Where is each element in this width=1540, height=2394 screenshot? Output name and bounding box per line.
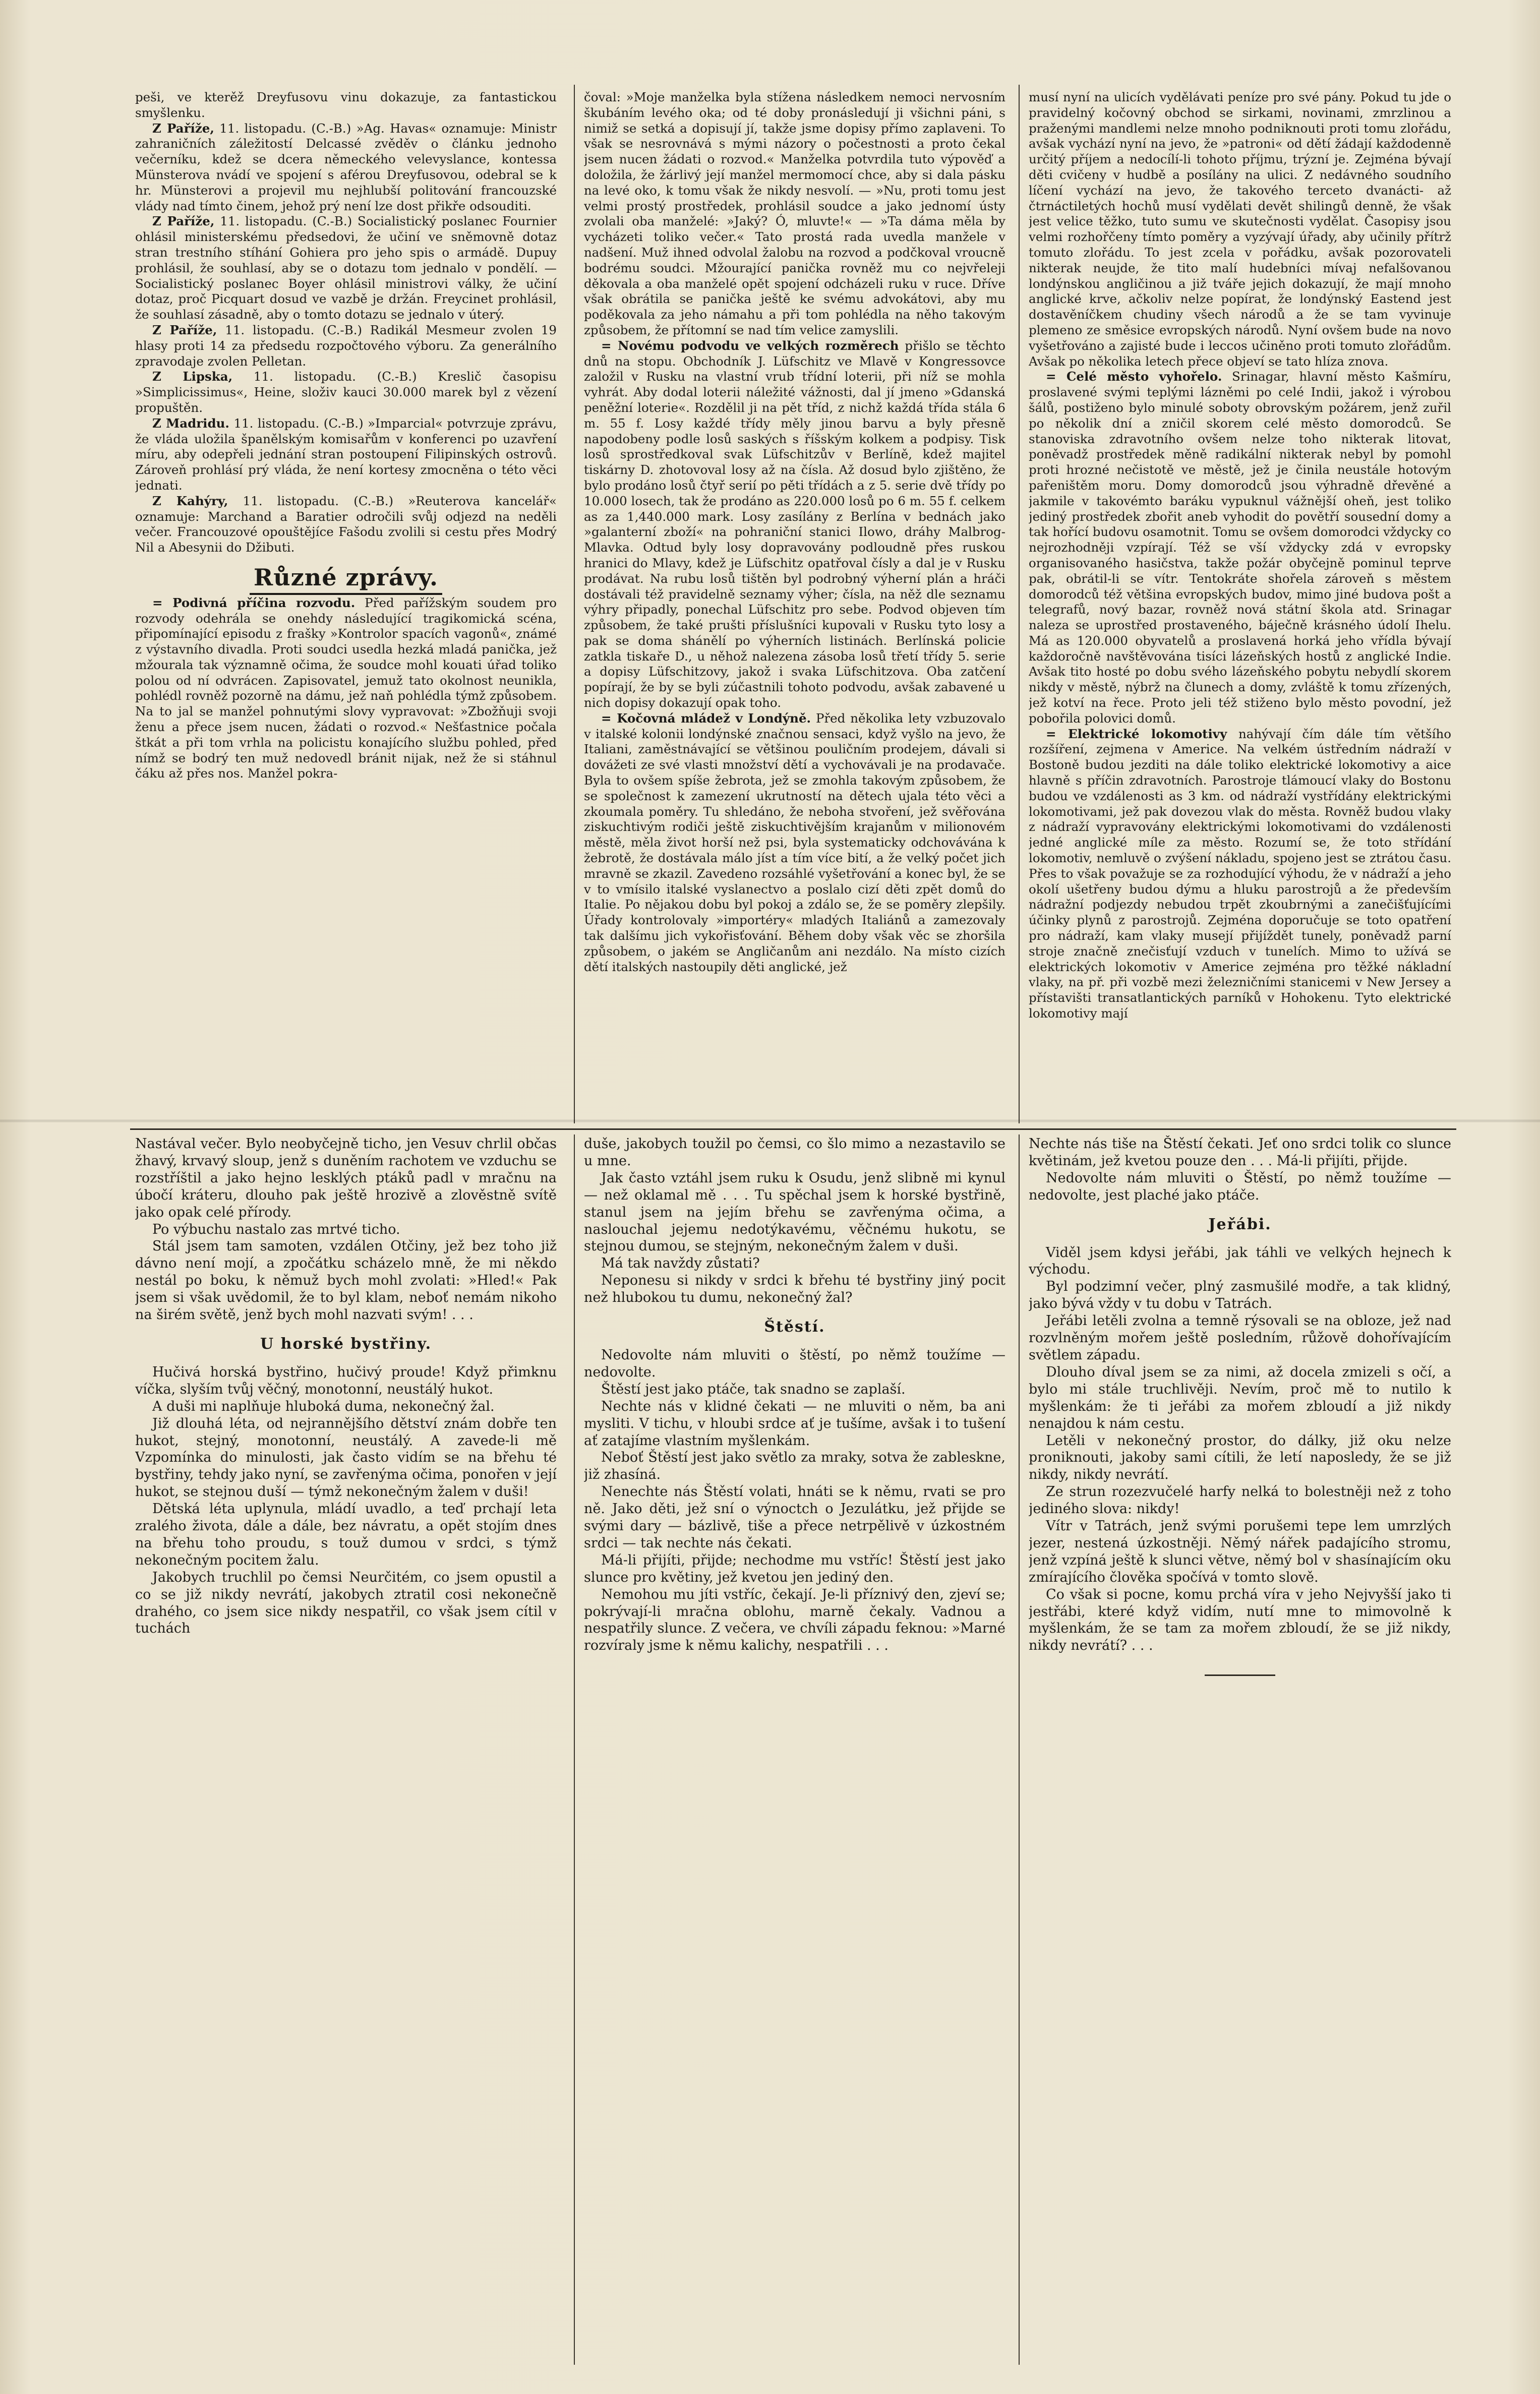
item-text: 11. listopadu. (C.-B.) »Ag. Havas« oznamuje: Ministr zahraničních záležitostí Delcassé zvěděv o článku jednoho večerníku, kdež se dcera německého velevyslance, kontessa Münsterova nvádí ve spojení s aférou Dreyfusovou, odebral se k hr. Münsterovi a projevil mu nejhlubší politování francouzské vlády nad tímto činem, jehož prý není lze dost přikře odsouditi. [135, 121, 557, 213]
item-heading: Celé město vyhořelo. [1066, 369, 1222, 384]
feuilleton-paragraph [1029, 1312, 1451, 1364]
feuilleton-column-1 [135, 1135, 557, 2366]
item-text: Byl podzimní večer, plný zasmušilé modře, a tak klidný, jako bývá vždy v tu dobu v Tatrách. [1029, 1279, 1451, 1312]
item-text: Jak často vztáhl jsem ruku k Osudu, jenž slibně mi kynul — než oklamal mě . . . Tu spěchal jsem k horské bystřině, stanul jsem na jejím břehu se zavřenýma očima, a naslouchal jejemu nedotýkavému, věčnému hukotu, se stejnou dumou, se stejným, nekonečným žalem v duši. [584, 1170, 1005, 1254]
feuilleton-paragraph [584, 1272, 1005, 1306]
item-text: Má tak navždy zůstati? [601, 1255, 760, 1272]
item-text: Má-li přijíti, přijde; nechodme mu vstříc! Štěstí jest jako slunce pro květiny, jež kvetou jen jediný den. [584, 1552, 1005, 1585]
end-rule [1205, 1674, 1275, 1676]
item-heading: Z Lipska, [152, 369, 233, 384]
item-text: 11. listopadu. (C.-B.) »Imparcial« potvrzuje zprávu, že vláda uložila španělským komisařům v konferenci po uzavření míru, aby odepřeli jednání stran postoupení Filipinských ostrovů. Zároveň prohlásí prý vláda, že není kortesy zmocněna o této věci jednati. [135, 415, 557, 493]
feuilleton-column-2 [584, 1135, 1005, 2366]
item-text: Viděl jsem kdysi jeřábi, jak táhli ve velkých hejnech k východu. [1029, 1244, 1451, 1278]
feuilleton-paragraph [584, 1586, 1005, 1655]
item-marker: = [152, 595, 173, 610]
item-text: Před pařížským soudem pro rozvody odehrála se onehdy následující tragikomická scéna, připomínající episodu z frašky »Kontrolor spacích vagonů«, známé z výstavního divadla. Proti soudci usedla hezká mladá panička, jež mžourala tak významně očima, že soudce mohl kouati úřad toliko polou od ní odvrácen. Zapisovatel, jemuž tato okolnost neunikla, pohlédl rovněž pozorně na dámu, jež naň pohlédla týmž způsobem. Na to jal se manžel pohnutými slovy vypravovat: »Zbožňuji svoji ženu a přece jsem nucen, žádati o rozvod.« Nešťastnice počala štkát a při tom vrhla na policistu konajícího službu pohled, před nímž se bodrý ten muž nedovedl bránit nijak, než že si stáhnul čáku až přes nos. Manžel pokra- [135, 595, 557, 781]
news-item [135, 369, 557, 415]
item-text: Letěli v nekonečný prostor, do dálky, již oku nelze proniknouti, jakoby sami cítili, že letí naposledy, že se již nikdy, nikdy nevrátí. [1029, 1432, 1451, 1483]
news-item [584, 90, 1005, 338]
feuilleton-column-3-items [1029, 1135, 1451, 1654]
feuilleton-paragraph [584, 1483, 1005, 1552]
feuilleton-paragraph [1029, 1364, 1451, 1432]
feuilleton-paragraph [584, 1255, 1005, 1272]
news-column-3 [1029, 90, 1451, 1118]
news-item [1029, 369, 1451, 726]
item-text: A duši mi naplňuje hluboká duma, nekonečný žal. [152, 1398, 495, 1414]
column-divider-1 [574, 85, 575, 1123]
feuilleton-paragraph [135, 1415, 557, 1501]
feuilleton-paragraph [135, 1238, 557, 1324]
various-news-list [135, 595, 557, 782]
feuilleton-paragraph [1029, 1483, 1451, 1518]
item-heading: Z Paříže, [152, 322, 217, 337]
news-item [135, 595, 557, 782]
item-text: Srinagar, hlavní město Kašmíru, proslavené svými teplými lázněmi po celé Indii, jakož i výrobou šálů, postiženo bylo minulé soboty obrovským požárem, jenž zuřil po několik dní a zničil skorem celé město domorodců. Se stanoviska zdravotního ovšem nelze toho nikterak litovat, poněvadž prostředek měně radikální nikterak nebyl by pomohl proti hrozné nečistotě ve městě, jež je činila neustále hotovým pařeništěm moru. Domy domorodců jsou výhradně dřevěné a jakmile v takovémto baráku vypuknul vážnější oheň, jest toliko jediný prostředek zbořit aneb vyhodit do povětří sousední domy a tak hořící budovu osamotnit. Tomu se ovšem domorodci vždycky co nejrozhodněji vzpírají. Též se vší vždycky zdá v evropsky organisovaného hasičstva, takže požár obyčejně pominul teprve pak, obrátil-li se vítr. Tentokráte shořela zároveň s městem domorodců též většina evropských budov, mimo jiné budova pošt a telegrafů, nový bazar, rovněž nová státní škola atd. Srinagar naleza se uprostřed prostaveného, báječně krásného údolí Ihelu. Má as 120.000 obyvatelů a proslavená horká jeho vřídla bývají každoročně navštěvována tisíci lázeňských hostů z anglické Indie. Avšak tito hosté po dobu svého lázeňského pobytu nebydlí skorem nikdy v městě, nýbrž na člunech a domy, zvláště k tomu zřízených, jež kotví na řece. Proto jeli též stiženo bylo město povodní, jež pobořila polovici domů. [1029, 369, 1451, 726]
item-text: Jeřábi letěli zvolna a temně rýsovali se na obloze, jež nad rozvlněným mořem ještě posledním, růžově dohořívajícím světlem západu. [1029, 1313, 1451, 1363]
item-text: peši, ve kterěž Dreyfusovu vinu dokazuje, za fantastickou smyšlenku. [135, 90, 557, 120]
feuilleton-paragraph [135, 1398, 557, 1415]
story-title: Jeřábi. [1208, 1215, 1272, 1233]
item-text: Nemohou mu jíti vstříc, čekají. Je-li příznivý den, zjeví se; pokrývají-li mračna oblohu, marně čekaly. Vadnou a nespatřily slunce. Z večera, ve chvíli západu feknou: »Marné rozvíraly jsme k němu kalichy, nespatřili . . . [584, 1586, 1005, 1654]
news-item [135, 494, 557, 556]
news-item [135, 416, 557, 494]
item-heading: Z Madridu. [152, 415, 229, 431]
news-item [135, 90, 557, 121]
item-marker: = [601, 710, 617, 726]
feuilleton-column-3 [1029, 1135, 1451, 2366]
item-text: Nechte nás v klidné čekati — ne mluviti o něm, ba ani mysliti. V tichu, v hloubi srdce ať je tušíme, avšak i to tušení ať zatajíme vlastním myšlenkám. [584, 1398, 1005, 1449]
item-heading: Z Paříže, [152, 121, 214, 136]
item-text: Neboť Štěstí jest jako světlo za mraky, sotva že zablesknе, již zhasíná. [584, 1450, 1005, 1483]
feuilleton-paragraph [584, 1135, 1005, 1170]
feuilleton-paragraph [1029, 1244, 1451, 1279]
feuilleton-paragraph [135, 1569, 557, 1638]
news-item [584, 338, 1005, 711]
item-text: Vítr v Tatrách, jenž svými porušemi tepe lem umrzlých jezer, nestená úzkostněji. Němý nářek padajícího stromu, jenž vzpíná ještě k slunci větve, němý bol v shasínajícím oku zmírajícího člověka spočívá v tomto slově. [1029, 1518, 1451, 1585]
news-item [1029, 90, 1451, 369]
news-column-2-items [584, 90, 1005, 975]
feuilleton-paragraph [1029, 1518, 1451, 1586]
feuilleton-paragraph [135, 1501, 557, 1569]
item-heading: Podivná příčina rozvodu. [172, 595, 356, 610]
item-text: Neponesu si nikdy v srdci k břehu té bystřiny jiný pocit než hlubokou tu dumu, nekonečný žal? [584, 1273, 1005, 1306]
item-text: Stál jsem tam samoten, vzdálen Otčiny, jež bez toho již dávno není mojí, a zpočátku scházelo mně, že mi někdo nestál po boku, k němuž bych mohl zvolati: »Hled!« Pak jsem si však uvědomil, že to byl klam, neboť nemám nikoho na širém světě, jenž bych mohl nazvati svým! . . . [135, 1238, 557, 1323]
news-item [135, 121, 557, 214]
item-text: Nechte nás tiše na Štěstí čekati. Jeť ono srdci tolik co slunce květinám, jež kvetou pouze den . . . Má-li přijíti, přijde. [1029, 1136, 1451, 1169]
item-heading: Z Paříže, [152, 214, 215, 229]
feuilleton-divider [130, 1128, 1456, 1130]
column-divider-2 [1019, 85, 1020, 1123]
section-title-text: Různé zprávy. [250, 564, 442, 595]
feuilleton-paragraph [584, 1381, 1005, 1398]
item-marker: = [1046, 726, 1068, 741]
item-text: 11. listopadu. (C.-B.) »Reuterova kancelář« oznamuje: Marchand a Baratier odročili svůj odjezd na neděli večer. Francouzové opouštějíce Fašodu zvolili si cestu přes Modrý Nil a Abesynii do Džibuti. [135, 493, 557, 555]
item-text: čoval: »Moje manželka byla stížena následkem nemoci nervosním škubáním levého oka; od té doby pronásledují ji všichni páni, s nimiž se setká a dopisují jí, takže jsme dopisy přímo zaplaveni. To však se nesrovnává s mými názory o počestnosti a proto čekal jsem nucen žádati o rozvod.« Manželka potvrdila tuto výpověď a doložila, že žárlivý její manžel mermomocí chce, aby si dala pásku na levé oko, k tomu však že nikdy nesvolí. — »Nu, proti tomu jest velmi prostý prostředek, prohlásil soudce a jako jednomí ústy zvolali oba manželé: »Jaký? Ó, mluvte!« — »Ta dáma měla by vycházeti toliko večer.« Tato prostá rada uvedla manžele v nadšení. Muž ihned odvolal žalobu na rozvod a podčkoval vroucně bodrému soudci. Mžourající panička rovněž mu co nejvřeleji děkovala a oba manželé opět spojení odcházeli ruku v ruce. Dříve však obrátila se panička ještě ke svému advokátovi, aby mu poděkovala za jeho námahu a při tom pohlédla na něho takovým způsobem, že přítomní se nad tím velice zamyslili. [584, 90, 1005, 337]
item-text: Nedovolte nám mluviti o štěstí, po němž toužíme — nedovolte. [584, 1347, 1005, 1380]
section-title [135, 563, 557, 591]
feuilleton-paragraph [135, 1135, 557, 1221]
item-text: duše, jakobych toužil po čemsi, co šlo mimo a nezastavilo se u mne. [584, 1136, 1005, 1169]
item-heading: Kočovná mládež v Londýně. [617, 710, 811, 726]
item-text: Dětská léta uplynula, mládí uvadlo, a teď prchají leta zralého života, dále a dále, bez návratu, a opět stojím dnes na břehu toho proudu, s touž dumou v srdci, s týmž nekonečným pocitem žalu. [135, 1501, 557, 1568]
item-heading: Elektrické lokomotivy [1068, 726, 1227, 741]
item-text: Po výbuchu nastalo zas mrtvé ticho. [152, 1221, 400, 1237]
feuilleton-paragraph [135, 1364, 557, 1398]
item-text: Hučivá horská bystřino, hučivý proude! Když přimknu víčka, slyším tvůj věčný, monotonní, neustálý hukot. [135, 1364, 557, 1397]
feuilleton-paragraph [584, 1552, 1005, 1586]
lower-divider-2 [1019, 1134, 1020, 2365]
feuilleton-paragraph [135, 1221, 557, 1238]
feuilleton-paragraph [1029, 1135, 1451, 1170]
feuilleton-paragraph [1029, 1278, 1451, 1312]
item-text: Dlouho díval jsem se za nimi, až docela zmizeli s očí, a bylo mi stále truchlivěji. Nevím, proč mě to nutilo k myšlenkám: že ti jeřábi za mořem zbloudí a již nikdy nenajdou k nám cestu. [1029, 1364, 1451, 1431]
news-column-1 [135, 90, 557, 1118]
item-text: Již dlouhá léta, od nejrannějšího dětství znám dobře ten hukot, stejný, monotonní, neustálý. A zavede-li mě Vzpomínka do minulosti, jak často vidím se na břehu té bystřiny, tehdy jako nyní, se zavřenýma očima, ponořen v její hukot, se stejnou duší — týmž nekonečným žalem v duši! [135, 1415, 557, 1500]
item-text: Nedovolte nám mluviti o Štěstí, po němž toužíme — nedovolte, jest plaché jako ptáče. [1029, 1170, 1451, 1203]
item-text: Nenechte nás Štěstí volati, hnáti se k němu, rvati se pro ně. Jako děti, jež sní o výnoctch o Jezulátku, jež přijde se svými dary — bázlivě, tiše a přece netrpělivě v úzkostném srdci — tak nechte nás čekati. [584, 1484, 1005, 1551]
feuilleton-paragraph [1029, 1170, 1451, 1204]
item-text: 11. listopadu. (C.-B.) Socialistický poslanec Fournier ohlásil ministerskému předsedovi, že učiní ve sněmovně dotaz stran trestního stíhání Gohiera pro jeho spis o armádě. Dupuy prohlásil, že souhlasí, aby se o dotazu tom jednalo v pondělí. — Socialistický poslanec Boyer ohlásil ministrovi války, že učiní dotaz, proč Picquart dosud ve vazbě je držán. Freycinet prohlásil, že souhlasí zásadně, aby o tomto dotazu se jednalo v úterý. [135, 214, 557, 322]
item-text: 11. listopadu. (C.-B.) Radikál Mesmeur zvolen 19 hlasy proti 14 za předsedu rozpočtového výboru. Za generálního zpravodaje zvolen Pelletan. [135, 322, 557, 369]
item-text: Ze strun rozezvučelé harfy nelká to bolestněji než z toho jediného slova: nikdy! [1029, 1484, 1451, 1517]
feuilleton-paragraph [1029, 1432, 1451, 1484]
item-text: Jakobych truchlil po čemsi Neurčitém, co jsem opustil a co se již nikdy nevrátí, jakobych ztratil cosi nekonečně drahého, co jsem sice nikdy nespatřil, co však jsem cítil v tuchách [135, 1569, 557, 1637]
item-text: musí nyní na ulicích vydělávati peníze pro své pány. Pokud tu jde o pravidelný kočovný obchod se sirkami, novinami, zmrzlinou a praženými mandlemi nelze mnoho podniknouti proti tomu zlořádu, avšak vychází nyní na jevo, že »patroni« od dětí žádají každodenně určitý příjem a nedocílí-li tohoto příjmu, trýzní je. Zejména bývají děti cvičeny v hudbě a posílány na ulici. Z nedávného soudního líčení vychází na jevo, že takového terceto dvanácti- až čtrnáctiletých hochů musí vydělati devět shilingů denně, že však jest velice těžko, tuto sumu ve skutečnosti vydělat. Časopisy jsou velmi rozhořčeny tímto poměry a vyzývají úřady, aby učinily přítrž tomuto zlořádu. To jest zcela v pořádku, avšak pozorovateli nikterak neujde, že tito malí hudebníci mívaj nefalšovanou londýnskou angličinou a již tváře jejich dokazují, že mají mnoho anglické krve, ačkoliv nelze popírat, že londýnský Eastend jest dostavěníčkem chudiny všech národů a že se tam vyvinuje plemeno ze směsice evropských národů. Nyní ovšem bude na novo vyšetřováno a zajisté bude i leccos učiněno proti tomuto zlořádům. Avšak po několika letech přece objeví se tato hlíza znova. [1029, 90, 1451, 369]
feuilleton-paragraph [1029, 1586, 1451, 1655]
news-column-2 [584, 90, 1005, 1118]
feuilleton-paragraph [584, 1347, 1005, 1381]
story-title: U horské bystřiny. [260, 1335, 432, 1353]
item-marker: = [601, 338, 618, 353]
item-text: přišlo se těchto dnů na stopu. Obchodník J. Lüfschitz ve Mlavě v Kongressovce založil v Rusku na vlastní vrub třídní loterii, při níž se mohla vyhrát. Aby dodal loterii náležité vážnosti, dal jí jmeno »Gdanská peněžní loterie«. Rozdělil ji na pět tříd, z nichž každá třída stála 6 m. 55 f. Losy každé třídy měly jinou barvu a byly přesně napodobeny podle losů saských s říšským kolkem a podpisy. Tisk losů sprostředkoval svak Lüfschitzův v Berlíně, kdež majitel tiskárny D. zhotovoval losy až na čísla. Až dosud bylo zjištěno, že bylo prodáno losů čtyř serií po pěti třídách a z 5. serie dvě třídy po 10.000 losech, tak že prodáno as 220.000 losů po 6 m. 55 f. celkem as za 1,440.000 mark. Losy zasílány z Berlína v bednách jako »galanterní zboží« na pohraniční stanici Ilowo, dráhy Malbrog-Mlavka. Odtud byly losy dopravovány podloudně přes ruskou hranici do Mlavy, kdež je Lüfschitz opatřoval čísly a dal je v Rusku prodávat. Na rubu losů tištěn byl podrobný výherní plán a hráči dostávali též pravidelně seznamy výher; čísla, na něž dle seznamu výhry připadly, ponechal Lüfschitz pro sebe. Podvod objeven tím způsobem, že také prušti příslušníci kupovali v Rusku tyto losy a pak se doma shánělí po výherních listinách. Berlínská policie zatkla tiskaře D., u něhož nalezena zásoba losů třetí třídy 5. serie a dopisy Lüfschitzovy, jakož i svaka Lüfschitzova. Oba zatčení popírají, že by se byli zúčastnili tohoto podvodu, avšak zabavené u nich dopisy dokazují opak toho. [584, 338, 1005, 710]
item-text: Před několika lety vzbuzovalo v italské kolonii londýnské značnou sensaci, když vyšlo na jevo, že Italiani, zaměstnávající se většinou pouličním prodejem, dávali si dovážeti ze své vlasti množství dětí a vychovávali je na prodavače. Byla to ovšem spíše žebrota, jež se zmohla takovým způsobem, že se společnost k zamezení ukrutností na dětech ujala této věci a zkoumala poměry. Tu shledáno, že neboha stvoření, jež svěřována ziskuchtivým rodiči ještě ziskuchtivějším krajanům v milionovém městě, měla život horší než psi, byla systematicky odchovávána k žebrotě, že dostávala málo jíst a tím více bití, a že velký počet jich mravně se zkazil. Zavedeno rozsáhlé vyšetřování a konec byl, že se v to vmísilo italské vyslanectvo a poslalo cizí děti zpět domů do Italie. Po nějakou dobu byl pokoj a zdálo se, že se poměry zlepšily. Úřady kontrolovaly »importéry« mladých Italiánů a zamezovaly tak dalšímu jich vykořisťování. Během doby však věc se zhoršila způsobem, o jakém se Angličanům ani nezdálo. Na místo cizích dětí italských nastoupily děti anglické, jež [584, 710, 1005, 974]
item-text: Nastával večer. Bylo neobyčejně ticho, jen Vesuv chrlil občas žhavý, krvavý sloup, jenž s duněním rachotem ve vzduchu se rozstříštil a jako hejno lesklých ptáků padl v mračnu na úbočí kráteru, dlouho pak ještě hrozivě a zlověstně svítě jako opak celé přírody. [135, 1136, 557, 1220]
news-item [1029, 727, 1451, 1022]
feuilleton-paragraph [584, 1449, 1005, 1483]
news-column-3-items [1029, 90, 1451, 1022]
paper-crease [0, 1119, 1540, 1122]
item-text: nahývají čím dále tím většího rozšíření, zejmena v Americe. Na velkém ústředním nádraží v Bostoně budou jezditi na dále toliko elektrické lokomotivy a aice hlavně s příčin zdravotních. Parostroje tlámoucí vlaky do Bostonu budou ve vzdálenosti as 3 km. od nádraží vystřídány elektrickými lokomotivami, jež pak dovezou vlak do města. Rovněž budou vlaky z nádraží vypravovány elektrickými lokomotivami do vzdálenosti jedné anglické míle za město. Rozumí se, že toto střídání lokomotiv, nemluvě o zvýšení nákladu, spojeno jest se ztrátou času. Přes to však považuje se za rozhodující výhodu, že v nádraží a jeho okolí ušetřeny budou dýmu a hluku parostrojů a že především nádražní podjezdy nebudou trpět zkoubrnými a zanečišťujícími účinky plynů z parostrojů. Zejména doporučuje se toto opatření pro nádraží, kam vlaky musejí přijíždět tunely, poněvadž parní stroje značně znečisťují vzduch v tunelích. Mimo to užívá se elektrických lokomotiv v Americe zejména pro těžké nákladní vlaky, na př. při vozbě mezi železničními stanicemi v New Jersey a přístavišti transatlantických parníků v Hohokenu. Tyto elektrické lokomotivy mají [1029, 726, 1451, 1021]
feuilleton-paragraph [584, 1170, 1005, 1255]
item-text: 11. listopadu. (C.-B.) Kreslič časopisu »Simplicissimus«, Heine, složiv kauci 30.000 marek byl z vězení propuštěn. [135, 369, 557, 415]
news-item [135, 323, 557, 369]
item-heading: Z Kahýry, [152, 493, 228, 508]
foreign-news-list [135, 90, 557, 556]
item-marker: = [1046, 369, 1067, 384]
feuilleton-paragraph [584, 1398, 1005, 1450]
item-heading: Novému podvodu ve velkých rozměrech [618, 338, 899, 353]
item-text: Co však si pocne, komu prchá víra v jeho Nejvyšší jako ti jestřábi, které když vidím, nutí mne to mimovolně k myšlenkám, že se tam za mořem zbloudí, že se již nikdy, nikdy nevrátí? . . . [1029, 1586, 1451, 1654]
item-text: Štěstí jest jako ptáče, tak snadno se zaplaší. [601, 1381, 906, 1397]
news-item [135, 214, 557, 323]
lower-divider-1 [574, 1134, 575, 2365]
story-title: Štěstí. [764, 1318, 825, 1336]
news-item [584, 711, 1005, 975]
